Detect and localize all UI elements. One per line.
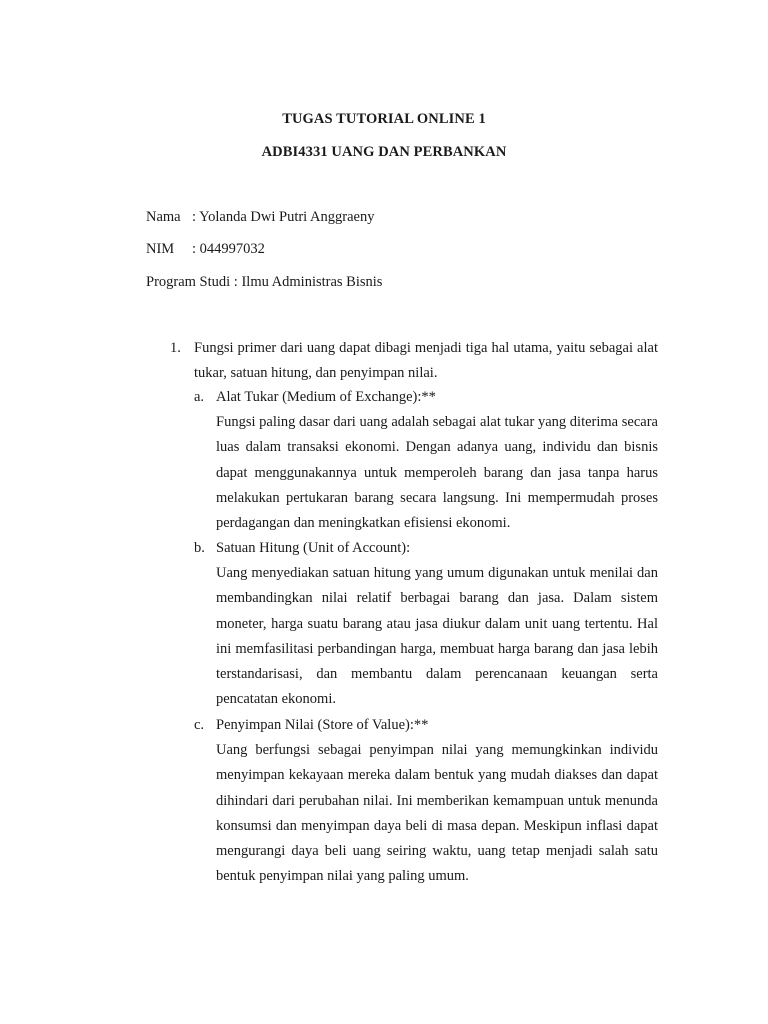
student-name-row <box>146 209 374 226</box>
student-nim-row <box>146 241 265 258</box>
name-value: : Yolanda Dwi Putri Anggraeny <box>192 209 375 225</box>
student-program-row: Program Studi : Ilmu Administras Bisnis <box>146 274 383 290</box>
subitem-body-b: Uang menyediakan satuan hitung yang umum digunakan untuk menilai dan membandingkan nilai relatif berbagai barang dan jasa. Dalam sistem moneter, harga suatu barang atau jasa diukur dalam unit uang tertentu. Hal ini memfasilitasi perbandingan harga, membuat harga barang dan jasa lebih terstandarisasi, dan membantu dalam perencanaan keuangan serta pencatatan ekonomi. <box>216 565 658 708</box>
name-label: Nama <box>146 209 181 225</box>
subitem-body-c: Uang berfungsi sebagai penyimpan nilai yang memungkinkan individu menyimpan kekayaan mereka dalam bentuk yang mudah diakses dan dapat dihindari dari perubahan nilai. Ini memberikan kemampuan untuk menunda konsumsi dan menyimpan daya beli di masa depan. Meskipun inflasi dapat mengurangi daya beli uang seiring waktu, uang tetap menjadi salah satu bentuk penyimpan nilai yang paling umum. <box>216 742 658 885</box>
nim-label: NIM <box>146 241 175 257</box>
document-title: TUGAS TUTORIAL ONLINE 1 <box>282 111 486 127</box>
subitem-letter-b: b. <box>194 540 205 556</box>
item-number: 1. <box>170 340 181 356</box>
subitem-body-a: Fungsi paling dasar dari uang adalah sebagai alat tukar yang diterima secara luas dalam transaksi ekonomi. Dengan adanya uang, individu dan bisnis dapat menggunakannya untuk memperoleh barang dan jasa tanpa harus melakukan pertukaran barang secara langsung. Ini mempermudah proses perdagangan dan meningkatkan efisiensi ekonomi. <box>216 414 658 532</box>
subitem-letter-a: a. <box>194 389 205 405</box>
subitem-title-b: Satuan Hitung (Unit of Account): <box>216 540 411 556</box>
nim-value: : 044997032 <box>192 241 265 257</box>
item-intro-text: Fungsi primer dari uang dapat dibagi menjadi tiga hal utama, yaitu sebagai alat tukar, satuan hitung, dan penyimpan nilai. <box>194 340 658 381</box>
subitem-title-c: Penyimpan Nilai (Store of Value):** <box>216 717 429 733</box>
subitem-letter-c: c. <box>194 717 205 733</box>
subitem-title-a: Alat Tukar (Medium of Exchange):** <box>216 389 436 405</box>
document-subtitle: ADBI4331 UANG DAN PERBANKAN <box>261 144 507 160</box>
